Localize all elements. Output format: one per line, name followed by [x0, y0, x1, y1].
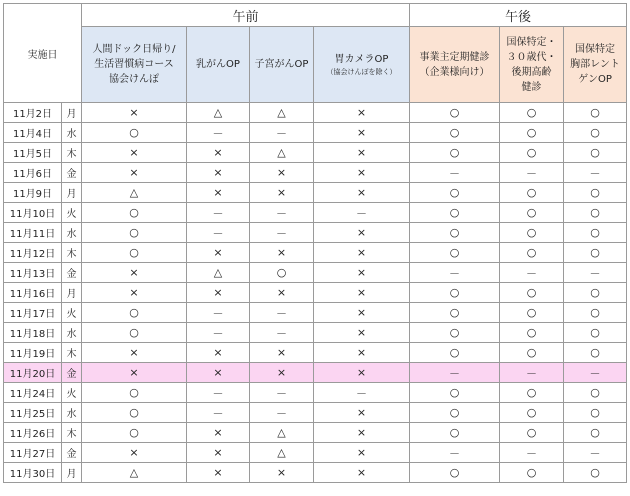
availability-cell: × [250, 163, 314, 183]
availability-cell: × [82, 143, 187, 163]
availability-cell: × [187, 283, 250, 303]
table-row [4, 443, 627, 463]
availability-cell: × [187, 443, 250, 463]
column-header-line: ３０歳代・ [506, 51, 557, 63]
table-row [4, 123, 627, 143]
weekday-cell: 月 [62, 183, 82, 203]
availability-cell: ○ [564, 403, 627, 423]
availability-cell: × [82, 163, 187, 183]
pm-column-header [564, 27, 627, 103]
availability-cell: × [187, 363, 250, 383]
availability-cell: ○ [410, 243, 500, 263]
availability-cell: ○ [82, 303, 187, 323]
availability-cell: ○ [410, 383, 500, 403]
availability-cell: ○ [82, 323, 187, 343]
date-cell: 11月6日 [4, 163, 62, 183]
availability-cell: △ [187, 263, 250, 283]
availability-cell: ○ [564, 463, 627, 483]
availability-cell: × [187, 243, 250, 263]
column-header-note: （協会けんぽを除く） [326, 67, 397, 76]
availability-cell: × [82, 363, 187, 383]
availability-cell: － [410, 163, 500, 183]
date-cell: 11月4日 [4, 123, 62, 143]
availability-cell: ○ [564, 343, 627, 363]
availability-cell: ○ [82, 403, 187, 423]
availability-cell: － [250, 123, 314, 143]
availability-cell: ○ [500, 183, 564, 203]
availability-cell: ○ [410, 103, 500, 123]
table-row [4, 383, 627, 403]
availability-cell: × [314, 303, 410, 323]
table-row [4, 323, 627, 343]
availability-cell: × [314, 103, 410, 123]
table-row [4, 163, 627, 183]
pm-column-header [500, 27, 564, 103]
availability-cell: × [82, 283, 187, 303]
weekday-cell: 水 [62, 323, 82, 343]
availability-cell: × [250, 283, 314, 303]
column-header-line: 胃カメラOP [334, 53, 389, 65]
table-row [4, 283, 627, 303]
availability-cell: ○ [500, 423, 564, 443]
availability-cell: ○ [410, 283, 500, 303]
am-group-header: 午前 [82, 4, 410, 27]
availability-cell: × [314, 403, 410, 423]
pm-column-header [410, 27, 500, 103]
availability-cell: ○ [410, 403, 500, 423]
column-header-line: （企業様向け） [419, 66, 490, 78]
availability-cell: ○ [410, 423, 500, 443]
table-row [4, 303, 627, 323]
availability-cell: － [314, 383, 410, 403]
availability-cell: － [187, 123, 250, 143]
availability-cell: ○ [82, 383, 187, 403]
column-header-line: 後期高齢 [511, 66, 552, 78]
availability-cell: △ [250, 443, 314, 463]
availability-cell: × [187, 343, 250, 363]
availability-cell: ○ [500, 403, 564, 423]
availability-cell: × [250, 343, 314, 363]
availability-cell: ○ [82, 123, 187, 143]
availability-cell: △ [82, 183, 187, 203]
availability-cell: ○ [82, 203, 187, 223]
date-cell: 11月27日 [4, 443, 62, 463]
availability-cell: × [314, 363, 410, 383]
availability-cell: ○ [564, 303, 627, 323]
availability-cell: － [500, 363, 564, 383]
availability-cell: － [187, 223, 250, 243]
availability-cell: － [187, 323, 250, 343]
availability-cell: ○ [82, 243, 187, 263]
availability-cell: × [314, 123, 410, 143]
availability-cell: － [314, 203, 410, 223]
availability-cell: ○ [564, 323, 627, 343]
availability-cell: ○ [82, 223, 187, 243]
availability-cell: × [82, 343, 187, 363]
availability-cell: × [314, 283, 410, 303]
availability-cell: － [564, 363, 627, 383]
availability-cell: － [410, 443, 500, 463]
weekday-cell: 月 [62, 103, 82, 123]
schedule-body [4, 103, 627, 483]
availability-cell: △ [250, 423, 314, 443]
availability-cell: × [187, 183, 250, 203]
date-cell: 11月30日 [4, 463, 62, 483]
availability-cell: － [250, 403, 314, 423]
pm-group-header: 午後 [410, 4, 627, 27]
availability-cell: ○ [410, 143, 500, 163]
availability-cell: × [314, 463, 410, 483]
availability-cell: ○ [500, 123, 564, 143]
availability-cell: △ [250, 143, 314, 163]
availability-cell: － [500, 163, 564, 183]
availability-cell: ○ [564, 243, 627, 263]
availability-cell: △ [250, 103, 314, 123]
availability-cell: ○ [564, 203, 627, 223]
availability-cell: ○ [564, 283, 627, 303]
column-header-line: 国保特定・ [506, 36, 557, 48]
column-header-line: 人間ドック日帰り/ [92, 44, 176, 55]
date-cell: 11月12日 [4, 243, 62, 263]
availability-cell: ○ [500, 223, 564, 243]
availability-cell: × [250, 243, 314, 263]
date-cell: 11月2日 [4, 103, 62, 123]
table-row [4, 223, 627, 243]
availability-cell: ○ [500, 343, 564, 363]
availability-cell: × [82, 443, 187, 463]
availability-cell: × [314, 223, 410, 243]
availability-cell: ○ [564, 103, 627, 123]
availability-cell: ○ [500, 143, 564, 163]
date-cell: 11月17日 [4, 303, 62, 323]
availability-cell: － [250, 383, 314, 403]
availability-cell: － [187, 383, 250, 403]
weekday-cell: 木 [62, 243, 82, 263]
table-row [4, 263, 627, 283]
availability-cell: ○ [82, 423, 187, 443]
date-cell: 11月13日 [4, 263, 62, 283]
weekday-cell: 金 [62, 363, 82, 383]
weekday-cell: 金 [62, 163, 82, 183]
availability-cell: － [500, 443, 564, 463]
availability-cell: × [187, 463, 250, 483]
date-cell: 11月19日 [4, 343, 62, 363]
group-header-row [4, 4, 627, 27]
availability-cell: × [250, 463, 314, 483]
date-cell: 11月11日 [4, 223, 62, 243]
availability-cell: ○ [500, 323, 564, 343]
weekday-cell: 金 [62, 263, 82, 283]
column-header-line: 健診 [521, 81, 542, 93]
availability-cell: × [314, 323, 410, 343]
availability-cell: △ [187, 103, 250, 123]
availability-cell: × [187, 163, 250, 183]
table-row [4, 203, 627, 223]
availability-cell: × [82, 263, 187, 283]
availability-cell: ○ [410, 123, 500, 143]
availability-cell: ○ [500, 283, 564, 303]
column-header-line: 乳がんOP [196, 59, 240, 70]
column-header-line: 子宮がんOP [254, 59, 309, 70]
schedule-table [3, 3, 627, 483]
availability-cell: ○ [410, 343, 500, 363]
availability-cell: － [187, 303, 250, 323]
weekday-cell: 火 [62, 303, 82, 323]
availability-cell: ○ [564, 223, 627, 243]
am-column-header [250, 27, 314, 103]
availability-cell: － [250, 303, 314, 323]
availability-cell: － [187, 403, 250, 423]
availability-cell: ○ [250, 263, 314, 283]
date-cell: 11月24日 [4, 383, 62, 403]
availability-cell: ○ [410, 323, 500, 343]
availability-cell: ○ [410, 183, 500, 203]
table-row [4, 103, 627, 123]
weekday-cell: 火 [62, 383, 82, 403]
availability-cell: － [564, 163, 627, 183]
availability-cell: － [250, 203, 314, 223]
availability-cell: ○ [564, 423, 627, 443]
availability-cell: × [314, 263, 410, 283]
table-row [4, 243, 627, 263]
availability-cell: ○ [500, 203, 564, 223]
availability-cell: ○ [564, 383, 627, 403]
am-column-header [82, 27, 187, 103]
availability-cell: ○ [564, 183, 627, 203]
date-column-header: 実施日 [4, 4, 82, 103]
availability-cell: － [250, 223, 314, 243]
availability-cell: × [314, 183, 410, 203]
availability-cell: × [314, 163, 410, 183]
table-row [4, 423, 627, 443]
date-cell: 11月5日 [4, 143, 62, 163]
date-cell: 11月26日 [4, 423, 62, 443]
column-header-line: 生活習慣病コース [94, 59, 174, 70]
date-cell: 11月20日 [4, 363, 62, 383]
availability-cell: ○ [500, 303, 564, 323]
am-column-header [314, 27, 410, 103]
date-cell: 11月25日 [4, 403, 62, 423]
weekday-cell: 金 [62, 443, 82, 463]
weekday-cell: 水 [62, 223, 82, 243]
availability-cell: ○ [564, 123, 627, 143]
availability-cell: × [314, 443, 410, 463]
availability-cell: × [187, 143, 250, 163]
availability-cell: × [187, 423, 250, 443]
availability-cell: － [564, 263, 627, 283]
availability-cell: － [500, 263, 564, 283]
table-row [4, 363, 627, 383]
availability-cell: － [410, 263, 500, 283]
availability-cell: － [187, 203, 250, 223]
column-header-line: 協会けんぽ [109, 74, 159, 85]
availability-cell: × [314, 243, 410, 263]
availability-cell: × [314, 423, 410, 443]
availability-cell: ○ [500, 243, 564, 263]
availability-cell: － [410, 363, 500, 383]
date-cell: 11月10日 [4, 203, 62, 223]
availability-cell: ○ [500, 103, 564, 123]
availability-cell: ○ [500, 463, 564, 483]
table-row [4, 343, 627, 363]
availability-cell: × [250, 363, 314, 383]
availability-cell: － [250, 323, 314, 343]
availability-cell: ○ [410, 463, 500, 483]
column-header-line: 事業主定期健診 [419, 51, 490, 63]
availability-cell: ○ [410, 303, 500, 323]
table-row [4, 183, 627, 203]
weekday-cell: 月 [62, 283, 82, 303]
availability-cell: × [314, 343, 410, 363]
availability-cell: △ [82, 463, 187, 483]
column-header-line: 国保特定 [575, 44, 616, 55]
date-cell: 11月16日 [4, 283, 62, 303]
table-row [4, 143, 627, 163]
availability-cell: ○ [410, 203, 500, 223]
column-header-line: 胸部レント [570, 59, 620, 70]
availability-cell: × [314, 143, 410, 163]
column-header-row [4, 27, 627, 103]
weekday-cell: 月 [62, 463, 82, 483]
am-column-header [187, 27, 250, 103]
table-row [4, 403, 627, 423]
date-cell: 11月9日 [4, 183, 62, 203]
availability-cell: ○ [500, 383, 564, 403]
weekday-cell: 木 [62, 423, 82, 443]
weekday-cell: 火 [62, 203, 82, 223]
weekday-cell: 水 [62, 403, 82, 423]
availability-cell: ○ [410, 223, 500, 243]
availability-cell: × [250, 183, 314, 203]
column-header-line: ゲンOP [578, 74, 612, 85]
table-row [4, 463, 627, 483]
availability-cell: ○ [564, 143, 627, 163]
schedule-table-wrapper [3, 3, 627, 483]
weekday-cell: 木 [62, 143, 82, 163]
availability-cell: － [564, 443, 627, 463]
weekday-cell: 木 [62, 343, 82, 363]
weekday-cell: 水 [62, 123, 82, 143]
date-cell: 11月18日 [4, 323, 62, 343]
availability-cell: × [82, 103, 187, 123]
